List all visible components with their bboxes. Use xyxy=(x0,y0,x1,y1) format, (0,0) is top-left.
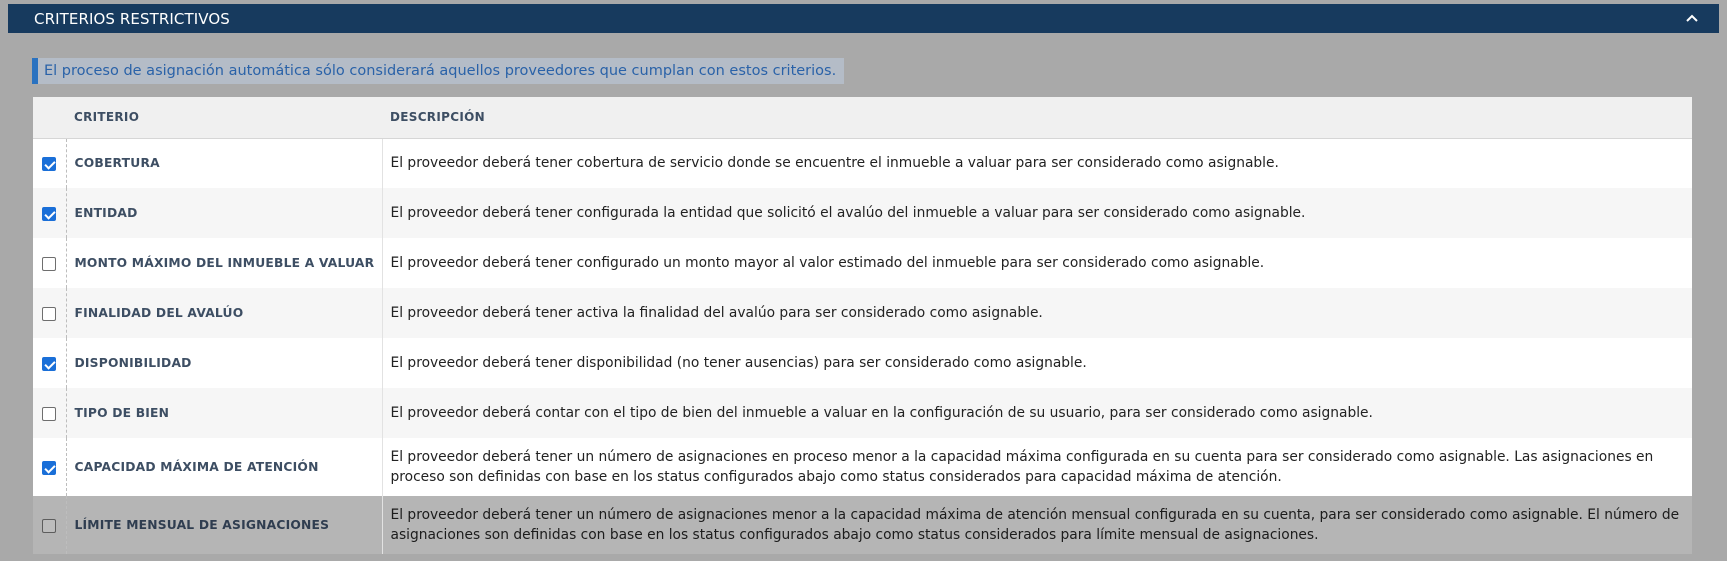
info-note xyxy=(32,58,844,84)
criterion-name: MONTO MÁXIMO DEL INMUEBLE A VALUAR xyxy=(66,238,382,288)
criterion-description: El proveedor deberá tener disponibilidad (no tener ausencias) para ser considerado como asignable. xyxy=(382,338,1692,388)
panel-header[interactable] xyxy=(8,4,1719,33)
criteria-table xyxy=(33,97,1692,561)
panel-title: CRITERIOS RESTRICTIVOS xyxy=(34,9,230,28)
table-row xyxy=(33,338,1692,388)
row-check-cell xyxy=(33,238,66,288)
row-check-cell xyxy=(33,288,66,338)
criterion-name: ENTIDAD xyxy=(66,188,382,238)
criterion-name: FINALIDAD DEL AVALÚO xyxy=(66,288,382,338)
table-header-row xyxy=(33,97,1692,138)
criterion-checkbox[interactable] xyxy=(42,357,56,371)
criterion-checkbox[interactable] xyxy=(42,461,56,475)
row-check-cell xyxy=(33,188,66,238)
criterion-checkbox[interactable] xyxy=(42,257,56,271)
criterion-checkbox[interactable] xyxy=(42,307,56,321)
criterion-checkbox[interactable] xyxy=(42,519,56,533)
criterion-description: El proveedor deberá tener configurada la entidad que solicitó el avalúo del inmueble a valuar para ser considerado como asignable. xyxy=(382,188,1692,238)
criterion-name: TIPO DE BIEN xyxy=(66,388,382,438)
row-check-cell xyxy=(33,438,66,496)
criterion-description: El proveedor deberá tener un número de asignaciones menor a la capacidad máxima de atención mensual configurada en su cuenta, para ser considerado como asignable. El número de asignaciones son definidas con base en los status configurados abajo como status considerados para límite mensual de asignaciones. xyxy=(382,496,1692,554)
criterion-description: El proveedor deberá contar con el tipo de bien del inmueble a valuar en la configuración de su usuario, para ser considerado como asignable. xyxy=(382,388,1692,438)
criterion-checkbox[interactable] xyxy=(42,157,56,171)
criterion-description: El proveedor deberá tener un número de asignaciones en proceso menor a la capacidad máxima configurada en su cuenta para ser considerado como asignable. Las asignaciones en proceso son definidas con base en los status configurados abajo como status considerados para capacidad máxima de atención. xyxy=(382,438,1692,496)
info-note-text: El proceso de asignación automática sólo considerará aquellos proveedores que cumplan con estos criterios. xyxy=(44,63,837,79)
table-row xyxy=(33,138,1692,188)
criterion-description: El proveedor deberá tener configurado un monto mayor al valor estimado del inmueble para ser considerado como asignable. xyxy=(382,238,1692,288)
row-check-cell xyxy=(33,496,66,554)
header-check-cell xyxy=(33,97,66,138)
table-row xyxy=(33,388,1692,438)
criterion-name: LÍMITE MENSUAL DE ASIGNACIONES xyxy=(66,496,382,554)
row-check-cell xyxy=(33,138,66,188)
table-row xyxy=(33,288,1692,338)
row-check-cell xyxy=(33,338,66,388)
table-row xyxy=(33,496,1692,554)
criterion-description: El proveedor deberá tener activa la finalidad del avalúo para ser considerado como asignable. xyxy=(382,288,1692,338)
criterion-checkbox[interactable] xyxy=(42,407,56,421)
criterion-name: CAPACIDAD MÁXIMA DE ATENCIÓN xyxy=(66,438,382,496)
table-row xyxy=(33,188,1692,238)
criterion-checkbox[interactable] xyxy=(42,207,56,221)
row-check-cell xyxy=(33,388,66,438)
table-row xyxy=(33,438,1692,496)
column-header-descripcion: DESCRIPCIÓN xyxy=(382,97,1692,138)
column-header-criterio: CRITERIO xyxy=(66,97,382,138)
criterion-name: COBERTURA xyxy=(66,138,382,188)
criterion-description: El proveedor deberá tener cobertura de servicio donde se encuentre el inmueble a valuar para ser considerado como asignable. xyxy=(382,138,1692,188)
criterion-name: DISPONIBILIDAD xyxy=(66,338,382,388)
chevron-up-icon[interactable] xyxy=(1685,11,1699,25)
table-row xyxy=(33,238,1692,288)
